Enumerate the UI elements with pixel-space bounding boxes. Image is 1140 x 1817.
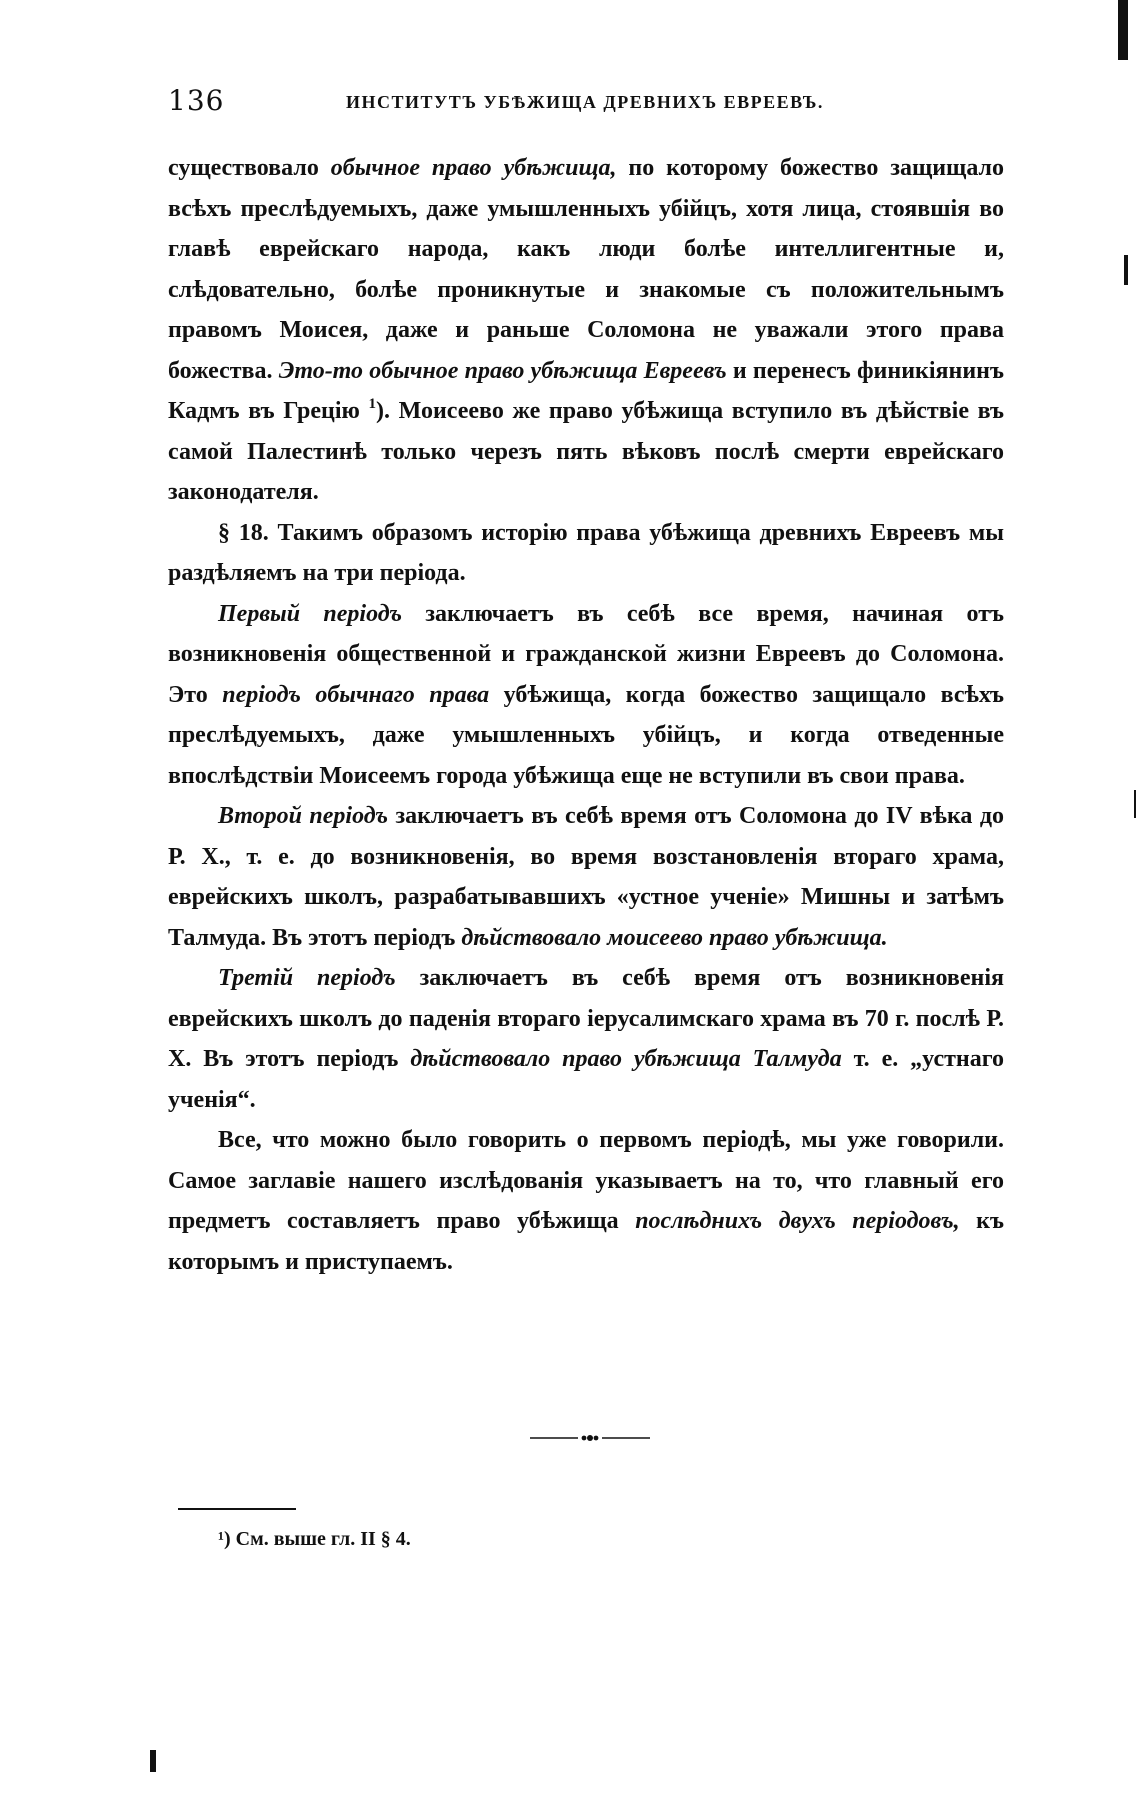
- text-run: т. е. „устнаго ученія“.: [168, 1046, 1005, 1113]
- italic-phrase: дѣйствовало моисеево право убѣжища.: [461, 924, 888, 951]
- paragraph: [168, 796, 1004, 958]
- text-run: убѣжища, когда божество защищало всѣхъ преслѣдуемыхъ, даже умышленныхъ убійцъ, и когда отведенные впослѣдствіи Моисеемъ города убѣжища еще не вступили въ свои права.: [168, 681, 1004, 789]
- text-run: Все, что можно было говорить о первомъ періодѣ, мы уже говорили. Самое заглавіе нашего изслѣдованія указываетъ на то, что главный его предметъ составляетъ право убѣжища: [168, 1127, 1004, 1234]
- footnote: ¹) См. выше гл. II § 4.: [218, 1528, 411, 1550]
- paragraph: [168, 1120, 1004, 1282]
- body-text: [168, 148, 1004, 1282]
- scan-edge-mark: [1118, 0, 1128, 60]
- running-title: ИНСТИТУТЪ УБѢЖИЩА ДРЕВНИХЪ ЕВРЕЕВЪ.: [346, 92, 824, 112]
- page-header: [168, 84, 1008, 124]
- scan-edge-mark: [1134, 790, 1136, 818]
- italic-phrase: дѣйствовало право убѣжища Талмуда: [410, 1046, 842, 1072]
- italic-phrase: Третій періодъ: [218, 965, 396, 991]
- text-run: существовало: [168, 155, 331, 181]
- italic-phrase: періодъ обычнаго права: [222, 681, 490, 708]
- text-run: ). Моисеево же право убѣжища вступило въ дѣйствіе въ самой Палестинѣ только черезъ пять вѣковъ послѣ смерти еврейскаго законодателя.: [168, 398, 1005, 505]
- paragraph: [168, 958, 1004, 1120]
- paragraph: [168, 594, 1004, 797]
- page-number: 136: [168, 84, 225, 117]
- text-run: и перенесъ финикіянинъ Кадмъ въ Грецію: [168, 357, 1004, 424]
- text-run: заключаетъ въ себѣ время отъ возникновенія еврейскихъ школъ до паденія втораго іерусалимскаго храма въ 70 г. послѣ Р. Х. Въ этотъ періодъ: [168, 965, 1004, 1072]
- italic-phrase: Это-то обычное право убѣжища Евреевъ: [278, 357, 727, 384]
- section-end-ornament: [530, 1432, 650, 1444]
- italic-phrase: Второй періодъ: [218, 803, 389, 829]
- footnote-rule: [178, 1508, 296, 1510]
- text-run: заключаетъ въ себѣ время отъ Соломона до IV вѣка до Р. Х., т. е. до возникновенія, во время возстановленія втораго храма, еврейскихъ школъ, разрабатывавшихъ «устное ученіе» Мишны и затѣмъ Талмуда. Въ этотъ періодъ: [168, 803, 1004, 951]
- text-run: заключаетъ въ себѣ все время, начиная отъ возникновенія общественной и гражданской жизни Евреевъ до Соломона. Это: [168, 600, 1004, 708]
- italic-phrase: Первый періодъ: [218, 600, 403, 627]
- scan-edge-mark: [150, 1750, 156, 1772]
- text-run: § 18. Такимъ образомъ исторію права убѣжища древнихъ Евреевъ мы раздѣляемъ на три періода.: [168, 519, 1004, 586]
- italic-phrase: обычное право убѣжища,: [330, 155, 617, 181]
- text-run: къ которымъ и приступаемъ.: [168, 1208, 1004, 1275]
- text-run: по которому божество защищало всѣхъ преслѣдуемыхъ, даже умышленныхъ убійцъ, хотя лица, стоявшія во главѣ еврейскаго народа, какъ люди болѣе интеллигентные и, слѣдовательно, болѣе проникнутые и знакомые съ положительнымъ правомъ Моисея, даже и раньше Соломона не уважали этого права божества.: [168, 155, 1004, 384]
- paragraph: [168, 513, 1004, 594]
- italic-phrase: послѣднихъ двухъ періодовъ,: [635, 1208, 960, 1234]
- paragraph: [168, 148, 1004, 513]
- scan-edge-mark: [1124, 255, 1128, 285]
- footnote-marker: 1: [368, 396, 376, 412]
